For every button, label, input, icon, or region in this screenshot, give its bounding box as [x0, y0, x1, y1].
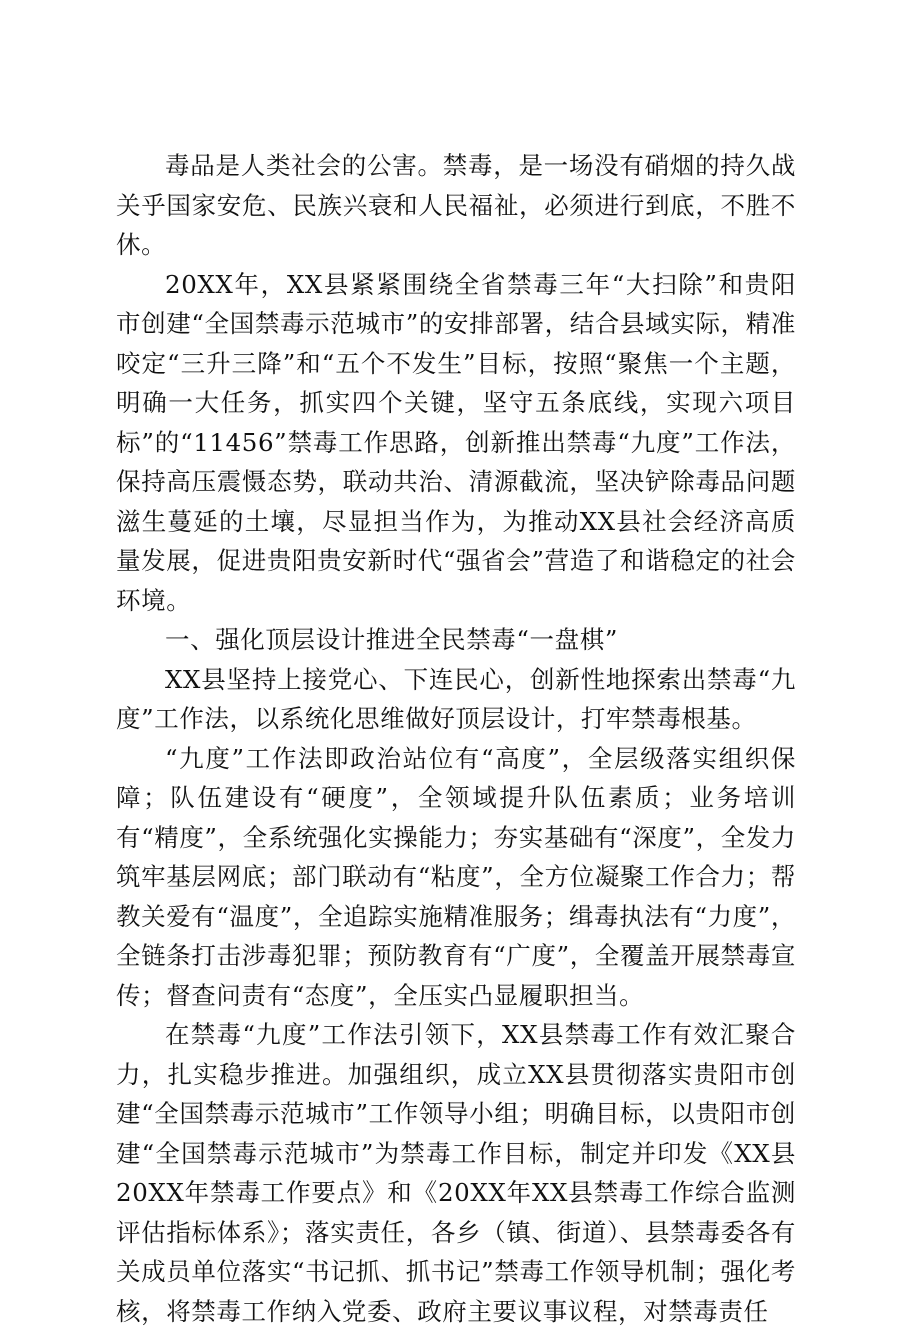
paragraph-intro: 毒品是人类社会的公害。禁毒，是一场没有硝烟的持久战关乎国家安危、民族兴衰和人民福祉，必须进行到底，不胜不休。	[116, 151, 796, 259]
paragraph-implementation: 在禁毒“九度”工作法引领下，XX县禁毒工作有效汇聚合力，扎实稳步推进。加强组织，成立XX县贯彻落实贵阳市创建“全国禁毒示范城市”工作领导小组；明确目标，以贵阳市创建“全国禁毒示范城市”为禁毒工作目标，制定并印发《XX县20XX年禁毒工作要点》和《20XX年XX县禁毒工作综合监测评估指标体系》；落实责任，各乡（镇、街道）、县禁毒委各有关成员单位落实“书记抓、抓书记”禁毒工作领导机制；强化考核，将禁毒工作纳入党委、政府主要议事议程，对禁毒责任	[116, 1020, 796, 1326]
document-body	[116, 146, 796, 1331]
section-heading-1: 一、强化顶层设计推进全民禁毒“一盘棋”	[165, 625, 618, 654]
paragraph-nine-degree-method: “九度”工作法即政治站位有“高度”，全层级落实组织保障；队伍建设有“硬度”，全领域提升队伍素质；业务培训有“精度”，全系统强化实操能力；夯实基础有“深度”，全发力筑牢基层网底；部门联动有“粘度”，全方位凝聚工作合力；帮教关爱有“温度”，全追踪实施精准服务；缉毒执法有“力度”，全链条打击涉毒犯罪；预防教育有“广度”，全覆盖开展禁毒宣传；督查问责有“态度”，全压实凸显履职担当。	[116, 743, 796, 1010]
paragraph-overview: 20XX年，XX县紧紧围绕全省禁毒三年“大扫除”和贵阳市创建“全国禁毒示范城市”的安排部署，结合县域实际，精准咬定“三升三降”和“五个不发生”目标，按照“聚焦一个主题，明确一大任务，抓实四个关键，坚守五条底线，实现六项目标”的“11456”禁毒工作思路，创新推出禁毒“九度”工作法，保持高压震慑态势，联动共治、清源截流，坚决铲除毒品问题滋生蔓延的土壤，尽显担当作为，为推动XX县社会经济高质量发展，促进贵阳贵安新时代“强省会”营造了和谐稳定的社会环境。	[116, 269, 796, 615]
paragraph-section-1-intro: XX县坚持上接党心、下连民心，创新性地探索出禁毒“九度”工作法，以系统化思维做好顶层设计，打牢禁毒根基。	[116, 664, 796, 733]
